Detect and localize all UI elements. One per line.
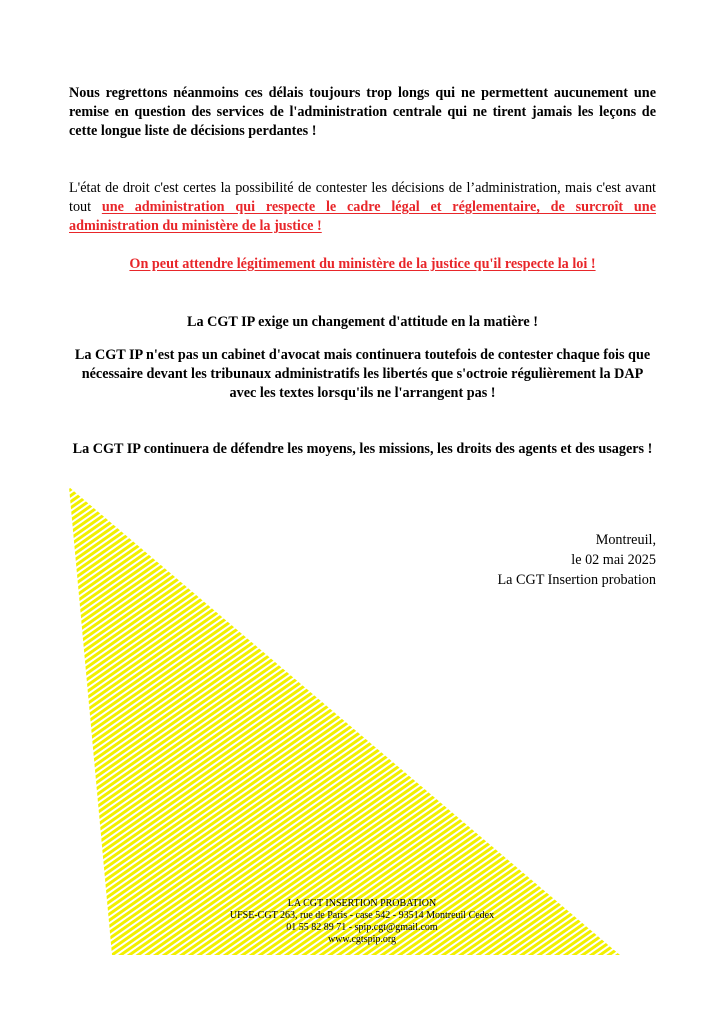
signature-date: le 02 mai 2025: [571, 552, 656, 568]
paragraph-regrets: Nous regrettons néanmoins ces délais toujours trop longs qui ne permettent aucunement une remise en question des services de l'administration centrale qui ne tirent jamais les leçons de cette longue liste de décisions perdantes !: [69, 85, 656, 139]
signature-block: [356, 530, 656, 590]
paragraph-cabinet-avocat: La CGT IP n'est pas un cabinet d'avocat mais continuera toutefois de contester chaque fois que nécessaire devant les tribunaux administratifs les libertés que s'octroie régulièrement la DAP avec les textes lorsqu'ils ne l'arrangent pas !: [74, 347, 651, 401]
footer-website: www.cgtspip.org: [327, 934, 397, 945]
emphasis-administration: une administration qui respecte le cadre légal et réglementaire, de surcroît une administration du ministère de la justice !: [69, 199, 656, 234]
paragraph-etat-de-droit-text: L'état de droit c'est certes la possibilité de contester les décisions de l’administration, mais c'est avant tout: [69, 180, 656, 215]
paragraph-etat-de-droit: [69, 179, 656, 236]
footer-contact: 01 55 82 89 71 - spip.cgt@gmail.com: [286, 922, 438, 933]
paragraph-exige: La CGT IP exige un changement d'attitude en la matière !: [187, 314, 538, 330]
footer-address: UFSE-CGT 263, rue de Paris - case 542 - 93514 Montreuil Cedex: [229, 910, 495, 921]
paragraph-respect-loi: [69, 255, 656, 274]
footer-org-name: LA CGT INSERTION PROBATION: [287, 898, 437, 909]
footer: [0, 898, 724, 946]
emphasis-respect-loi: On peut attendre légitimement du ministère de la justice qu'il respecte la loi !: [129, 256, 596, 272]
signature-org: La CGT Insertion probation: [497, 572, 656, 588]
paragraph-defendre: La CGT IP continuera de défendre les moyens, les missions, les droits des agents et des usagers !: [72, 441, 653, 457]
signature-place: Montreuil,: [595, 532, 656, 548]
